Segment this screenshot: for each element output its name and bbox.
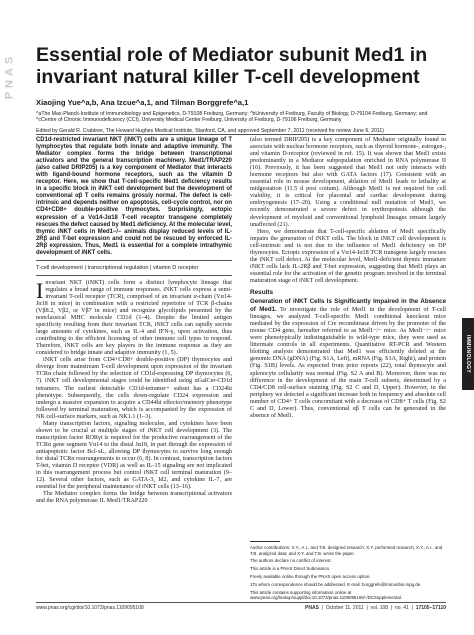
drop-cap: I (36, 277, 44, 303)
journal-citation: PNAS | October 11, 2011 | vol. 108 | no. 41 | 17105–17110 (305, 605, 446, 611)
issue-number: no. 41 (394, 605, 409, 611)
issue-date: October 11, 2011 (325, 605, 364, 611)
left-column (36, 137, 232, 505)
side-tab-label: IMMUNOLOGY (465, 335, 471, 373)
affiliations: ^aThe Max-Planck-Institute of Immunobiology and Epigenetics, D-79108 Freiburg, Germany; ^bUniversity of Freiburg, Faculty of Biology, D-79104 Freiburg, Germany; and ^cCentre of Chronic Immunodeficiency (CCI), University Medical Center Freiburg, University of Freiburg, D-79106 Freiburg, Germany (36, 111, 428, 124)
keywords-rule-top (36, 260, 232, 261)
footnote-submission: This article is a PNAS Direct Submission. (250, 566, 331, 572)
header-rule (36, 134, 446, 135)
section-side-tab (462, 318, 474, 390)
footnotes (250, 545, 446, 603)
intro-paragraph-6: Here, we demonstrate that T-cell-specific ablation of Med1 specifically impairs the generation of iNKT cells. The block in iNKT cell development is cell-intrinsic and is not due to the influence of Med1 deficiency on DP thymocytes. Ectopic expression of a Vα14-Jα18 TCR transgene largely rescues the iNKT cell defect. At the molecular level, Med1-deficient thymic immature iNKT cells lack IL-2Rβ and T-bet expression, suggesting that Med1 plays an essential role for the activation of the genetic program involved in the terminal maturation stage of iNKT cell development. (250, 228, 446, 284)
intro-paragraph-5: (also termed DRIP205) is a key component of Mediator originally found to associate with nuclear hormone receptors, such as thyroid hormone-, estrogen-, and vitamin D-receptor (reviewed in ref. 15). It was shown that Med1 exists predominantly in a Mediator subpopulation enriched in RNA polymerase II (16). Previously, it has been suggested that Med1 not only interacts with hormone receptors but also with GATA factors (17). Consistent with an essential role in mouse development, ablation of Med1 leads to lethality at midgestation (11.5 d post coitum). Although Med1 is not required for cell viability, it is critical for placental and cardiac development during embryogenesis (17–20). Using a conditional null mutation of Med1, we recently demonstrated a severe defect in erythropoiesis although the development of myeloid and conventional lymphoid lineages remain largely unaffected (21). (250, 137, 446, 228)
keywords: T-cell development | transcriptional regulation | vitamin D receptor (36, 264, 199, 271)
footnote-conflict: The authors declare no conflict of interest. (250, 558, 332, 564)
page-footer (36, 605, 446, 615)
abstract (36, 137, 232, 257)
footnote-open-access: Freely available online through the PNAS open access option. (250, 573, 371, 579)
doi-link[interactable]: www.pnas.org/cgi/doi/10.1073/pnas.1109095108 (36, 605, 144, 611)
results-body: To investigate the role of Med1 in the development of T-cell lineages, we analyzed T-cell-specific Med1 conditional knockout mice mediated by the expression of Cre recombinase driven by the promoter of the mouse CD4 gene, hereafter referred to as Med1−/− mice. As Med1−/− mice were phenotypically indistinguishable to wild-type mice, they were used as littermate controls in all experiments. Quantitative RT-PCR and Western blotting analysis demonstrated that Med1 was efficiently deleted at the genomic DNA (gDNA) (Fig. S1A, Left), mRNA (Fig. S1A, Right), and protein (Fig. S1B) levels. As expected from prior reports (22), total thymocyte and splenocyte cellularity was normal (Fig. S2 A and B). Moreover, there was no difference in the development of the main T-cell subsets, determined by a CD4/CD8 cell-surface staining (Fig. S2 C and D, Upper). However, in the periphery we detected a significant increase both in frequency and absolute cell number of CD4+ T cells concomitant with a decrease of CD8+ T cells (Fig. S2 C and D, Lower). Thus, conventional αβ T cells can be generated in the absence of Med1. (250, 307, 446, 419)
intro-paragraph-4: The Mediator complex forms the bridge between transcriptional activators and the RNA polymerase II. Med1/TRAP220 (36, 491, 232, 505)
results-run-head: Generation of iNKT Cells Is Significantly Impaired in the Absence of Med1. (250, 298, 446, 314)
page-range: 17105–17110 (415, 605, 446, 611)
paper-title: Essential role of Mediator subunit Med1 in invariant natural killer T-cell development (36, 44, 428, 88)
intro-paragraph-3: Many transcription factors, signaling molecules, and cytokines have been shown to be crucial at multiple stages of iNKT cell development (3). The transcription factor RORγt is required for the productive rearrangement of the TCRα gene segment Vα14 to the distal Jα18, in part through the expression of antiapoptotic factor Bcl-xL, allowing DP thymocytes to survive long enough for distal TCRα rearrangements to occur (6, 8). In contrast, transcription factors T-bet, vitamin D receptor (VDR) as well as IL-15 signaling are not implicated in this rearrangement process but control iNKT cell terminal maturation (9–12). Several other factors, such as GATA-3, Id2, and cytokine IL-7, are essential for the peripheral maintenance of iNKT cells (13–16). (36, 420, 232, 491)
footer-rule (36, 602, 446, 603)
pnas-watermark (2, 40, 16, 112)
keywords-rule-bottom (36, 275, 232, 276)
author-list: Xiaojing Yue^a,b, Ana Izcue^a,1, and Tilman Borggrefe^a,1 (36, 98, 249, 107)
right-column (250, 137, 446, 420)
footnote-rule (250, 541, 280, 542)
footnote-supporting-info: This article contains supporting information online at www.pnas.org/lookup/suppl/doi:10.1073/pnas.1109095108/-/DCSupplemental. (250, 589, 402, 601)
intro-paragraph-2: iNKT cells arise from CD4+CD8+ double-positive (DP) thymocytes and diverge from mainstream T-cell development upon expression of the invariant TCRα chain followed by the selection of CD1d-expressing DP thymocytes (6, 7). iNKT cell developmental stages could be identified using αGalCer-CD1d tetramers. The earliest detectable CD1d-tetramer+ subset has a CD24hi phenotype. Subsequently, the cells down-regulate CD24 expression and undergo a massive expansion to acquire a CD44hi effector/memory phenotype followed by terminal maturation, which is accompanied by the expression of NK cell-surface markers, such as NK1.1 (1–3). (36, 357, 232, 420)
results-paragraph (250, 298, 446, 420)
pnas-watermark-text: PNAS (3, 52, 15, 100)
edited-by: Edited by Gerald R. Crabtree, The Howard Hughes Medical Institute, Stanford, CA, and approved September 7, 2011 (received for review June 6, 2011) (36, 128, 385, 134)
footnote-contributions: Author contributions: X.Y., A.I., and T.B. designed research; X.Y. performed research; X.Y., A.I., and T.B. analyzed data; and X.Y. and T.B. wrote the paper. (250, 545, 443, 556)
intro-paragraph-1: Invariant NKT (iNKT) cells form a distinct lymphocyte lineage that regulates a broad range of immune responses. iNKT cells express a semi-invariant T-cell receptor (TCR), comprised of an invariant α-chain (Vα14-Jα18 in mice) in combination with a restricted repertoire of TCR β-chains (Vβ8.2, Vβ2, or Vβ7 in mice) and recognize glycolipids presented by the nonclassical MHC molecule CD1d (1–4). Despite the limited antigen specificity resulting from their invariant TCR, iNKT cells can rapidly secrete large amounts of cytokines, such as IL-4 and IFN-γ, upon activation, thus contributing to the efficient licensing of other immune cell types to respond. Therefore, iNKT cells are key players in the immune response as they are considered to bridge innate and adaptive immunity (1, 5). (36, 277, 232, 357)
journal-name: PNAS (305, 605, 319, 611)
abstract-text: CD1d-restricted invariant NKT (iNKT) cells are a unique lineage of T lymphocytes that regulate both innate and adaptive immunity. The Mediator complex forms the bridge between transcriptional activators and the general transcription machinery. Med1/TRAP220 (also called DRIP205) is a key component of Mediator that interacts with ligand-bound hormone receptors, such as the vitamin D receptor. Here, we show that T-cell-specific Med1 deficiency results in a specific block in iNKT cell development but the development of conventional αβ T cells remains grossly normal. The defect is cell-intrinsic and depends neither on apoptosis, cell-cycle control, nor on CD4+CD8+ double-positive thymocytes. Surprisingly, ectopic expression of a Vα14-Jα18 T-cell receptor transgene completely rescues the defect caused by Med1 deficiency. At the molecular level, thymic iNKT cells in Med1−/− animals display reduced levels of IL-2Rβ and T-bet expression and could not be rescued by enforced IL-2Rβ expression. Thus, Med1 is essential for a complete intrathymic development of iNKT cells. (36, 137, 233, 256)
volume: vol. 108 (370, 605, 389, 611)
footnote-correspondence: 1To whom correspondence should be addressed. E-mail: borggrefe@immunbio.mpg.de. (250, 581, 422, 587)
results-heading: Results (250, 288, 274, 296)
